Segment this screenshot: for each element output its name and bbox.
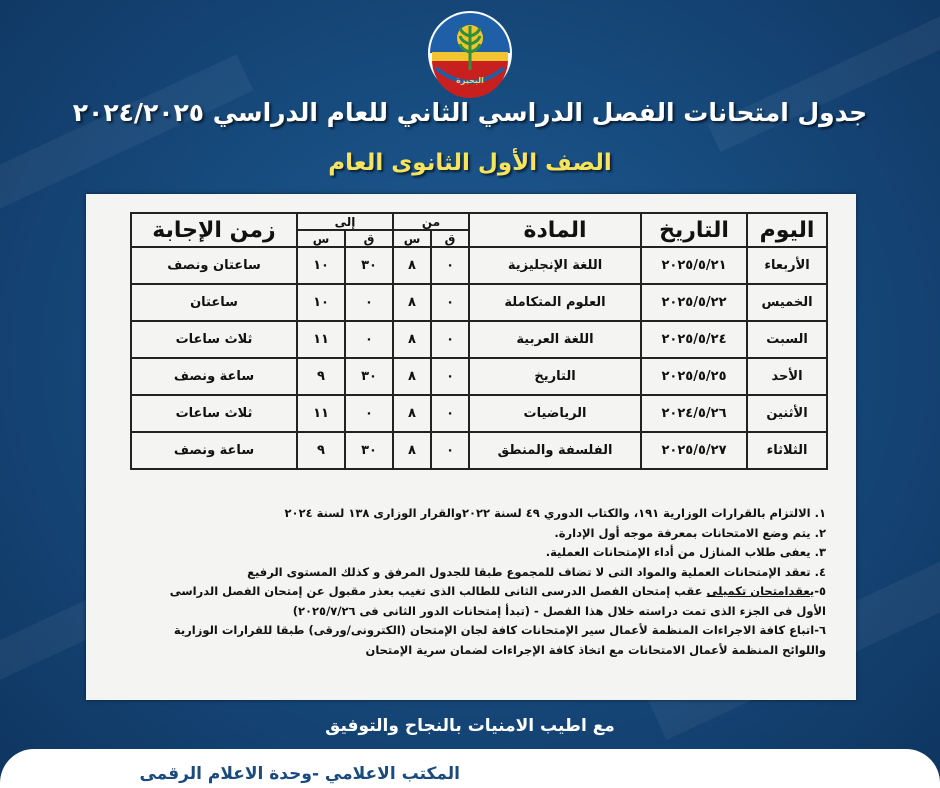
- cell-to-minute: ٣٠: [345, 358, 393, 395]
- cell-from-hour: ٨: [393, 358, 431, 395]
- cell-day: الأثنين: [747, 395, 827, 432]
- note-item: الأول فى الجزء الذى تمت دراسته خلال هذا الفصل - (تبدأ إمتحانات الدور الثانى فى ٢٠٢٥/٧/٢٦): [292, 603, 826, 618]
- cell-to-hour: ٩: [297, 432, 345, 469]
- cell-from-minute: ٠: [431, 432, 469, 469]
- cell-to-hour: ٩: [297, 358, 345, 395]
- cell-duration: ساعة ونصف: [131, 358, 297, 395]
- cell-to-minute: ٠: [345, 321, 393, 358]
- header-from-minute: ق: [431, 230, 469, 247]
- note-item: ٦-اتباع كافة الاجراءات المنظمة لأعمال سير الإمتحانات كافة لجان الإمتحان (الكترونى/ورقى) طبقا للقرارات الوزارية: [173, 623, 826, 637]
- cell-subject: العلوم المتكاملة: [469, 284, 641, 321]
- note-item: ١. الالتزام بالقرارات الوزارية ١٩١، والكتاب الدوري ٤٩ لسنة ٢٠٢٢والقرار الوزارى ١٣٨ لسنة ٢٠٢٤: [284, 506, 826, 520]
- cell-duration: ساعتان ونصف: [131, 247, 297, 284]
- background-streak: [708, 0, 940, 152]
- note-item: ٢. يتم وضع الامتحانات بمعرفة موجه أول الإدارة.: [554, 525, 826, 540]
- table-row: [131, 395, 827, 432]
- header-to: إلى: [297, 213, 393, 230]
- cell-to-hour: ١٠: [297, 284, 345, 321]
- cell-duration: ثلاث ساعات: [131, 321, 297, 358]
- note-number: ٥-: [814, 584, 826, 598]
- cell-duration: ثلاث ساعات: [131, 395, 297, 432]
- cell-from-hour: ٨: [393, 284, 431, 321]
- cell-from-hour: ٨: [393, 321, 431, 358]
- cell-day: الأربعاء: [747, 247, 827, 284]
- cell-from-minute: ٠: [431, 321, 469, 358]
- table-row: [131, 284, 827, 321]
- table-row: [131, 358, 827, 395]
- cell-to-minute: ٠: [345, 284, 393, 321]
- cell-date: ٢٠٢٥/٥/٢٤: [641, 321, 747, 358]
- note-item: ٣. يعفى طلاب المنازل من أداء الإمتحانات العملية.: [545, 545, 826, 559]
- cell-day: الثلاثاء: [747, 432, 827, 469]
- header-to-minute: ق: [345, 230, 393, 247]
- cell-date: ٢٠٢٥/٥/٢٥: [641, 358, 747, 395]
- header-duration: زمن الإجابة: [131, 213, 297, 247]
- cell-day: السبت: [747, 321, 827, 358]
- note-text: عقب إمتحان الفصل الدرسى الثانى للطالب الذى تغيب بعذر مقبول عن إمتحان الفصل الدراسى: [169, 584, 707, 598]
- cell-duration: ساعة ونصف: [131, 432, 297, 469]
- cell-from-hour: ٨: [393, 395, 431, 432]
- cell-subject: الفلسفة والمنطق: [469, 432, 641, 469]
- cell-subject: اللغة الإنجليزية: [469, 247, 641, 284]
- header-date: التاريخ: [641, 213, 747, 247]
- cell-from-minute: ٠: [431, 284, 469, 321]
- header-from-hour: س: [393, 230, 431, 247]
- cell-from-minute: ٠: [431, 395, 469, 432]
- cell-from-minute: ٠: [431, 358, 469, 395]
- table-row: [131, 247, 827, 284]
- cell-day: الأحد: [747, 358, 827, 395]
- note-item: واللوائح المنظمة لأعمال الامتحانات مع اتخاذ كافة الإجراءات لضمان سرية الإمتحان: [365, 642, 826, 657]
- cell-to-minute: ٣٠: [345, 247, 393, 284]
- table-row: [131, 432, 827, 469]
- header-subject: المادة: [469, 213, 641, 247]
- closing-message: مع اطيب الامنيات بالنجاح والتوفيق: [325, 716, 615, 736]
- grade-title: الصف الأول الثانوى العام: [328, 150, 612, 176]
- cell-subject: اللغة العربية: [469, 321, 641, 358]
- cell-to-hour: ١٠: [297, 247, 345, 284]
- header-from: من: [393, 213, 469, 230]
- footer-text: المكتب الاعلامي -وحدة الاعلام الرقمى: [139, 764, 460, 784]
- page-title: جدول امتحانات الفصل الدراسي الثاني للعام الدراسي ٢٠٢٤/٢٠٢٥: [72, 98, 868, 127]
- logo-label: البحيرة: [456, 76, 484, 85]
- exam-schedule-table: [130, 212, 828, 470]
- note-underlined-text: يعقدامتحان تكميلى: [706, 584, 815, 598]
- cell-to-minute: ٠: [345, 395, 393, 432]
- header-to-hour: س: [297, 230, 345, 247]
- cell-day: الخميس: [747, 284, 827, 321]
- cell-to-hour: ١١: [297, 395, 345, 432]
- cell-to-hour: ١١: [297, 321, 345, 358]
- cell-date: ٢٠٢٥/٥/٢٢: [641, 284, 747, 321]
- cell-subject: التاريخ: [469, 358, 641, 395]
- cell-date: ٢٠٢٤/٥/٢٦: [641, 395, 747, 432]
- note-item: ٤. تعقد الإمتحانات العملية والمواد التى لا تضاف للمجموع طبقا للجدول المرفق و كذلك المستوى الرفيع: [247, 564, 826, 579]
- notes-list: [130, 504, 826, 660]
- note-item: [130, 582, 826, 602]
- cell-subject: الرياضيات: [469, 395, 641, 432]
- header-day: اليوم: [747, 213, 827, 247]
- cell-date: ٢٠٢٥/٥/٢٧: [641, 432, 747, 469]
- cell-from-hour: ٨: [393, 432, 431, 469]
- cell-from-hour: ٨: [393, 247, 431, 284]
- cell-duration: ساعتان: [131, 284, 297, 321]
- cell-from-minute: ٠: [431, 247, 469, 284]
- table-row: [131, 321, 827, 358]
- schedule-sheet: [86, 194, 856, 700]
- cell-date: ٢٠٢٥/٥/٢١: [641, 247, 747, 284]
- cell-to-minute: ٣٠: [345, 432, 393, 469]
